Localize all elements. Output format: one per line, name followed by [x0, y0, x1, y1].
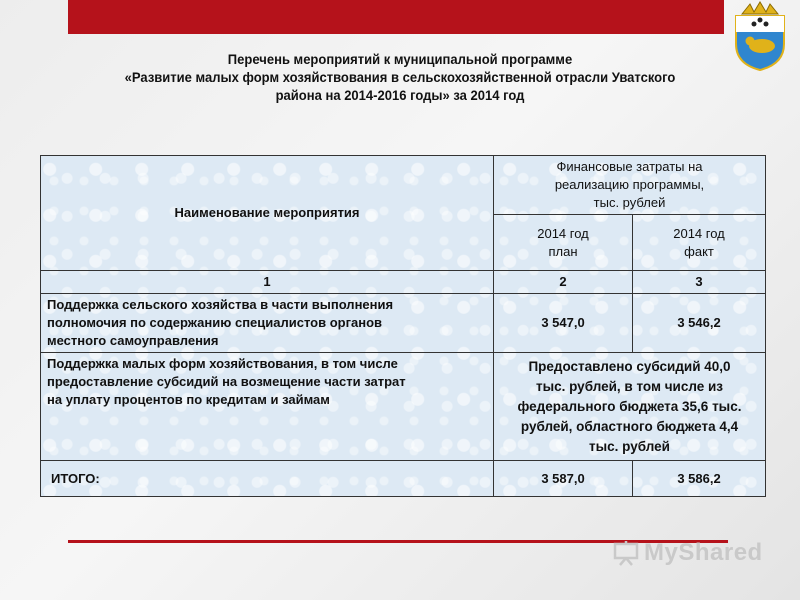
header-finance-line-2: реализацию программы, [554, 177, 705, 192]
row-2-value-line-2: тыс. рублей, в том числе из [535, 378, 724, 394]
row-1-name [41, 294, 494, 353]
header-plan-line-1: 2014 год [537, 225, 589, 241]
row-1-name-line-2: полномочия по содержанию специалистов органов [47, 315, 383, 330]
column-number-1: 1 [41, 271, 494, 294]
row-2-name-line-3: на уплату процентов по кредитам и займам [47, 392, 330, 407]
header-plan-cell [494, 215, 633, 271]
title-line-1: Перечень мероприятий к муниципальной программе [227, 51, 573, 67]
row-1-name-line-3: местного самоуправления [47, 333, 219, 348]
presentation-icon [612, 540, 640, 566]
column-number-3: 3 [633, 271, 766, 294]
watermark-text: MyShared [644, 539, 763, 566]
watermark [612, 538, 763, 568]
row-2-merged-value [494, 353, 766, 461]
coat-of-arms-emblem [728, 0, 792, 72]
header-fact-cell [633, 215, 766, 271]
row-2-name-line-2: предоставление субсидий на возмещение части затрат [47, 374, 406, 389]
header-fact-line-1: 2014 год [673, 225, 725, 241]
header-finance-cell [494, 156, 766, 215]
page-title [84, 50, 716, 104]
column-number-2: 2 [494, 271, 633, 294]
row-2-value-line-4: рублей, областного бюджета 4,4 [520, 418, 739, 434]
row-1-plan: 3 547,0 [494, 294, 633, 353]
table-row-total [41, 461, 766, 497]
header-fact-line-2: факт [684, 243, 714, 259]
measures-table [40, 155, 766, 497]
row-1-name-line-1: Поддержка сельского хозяйства в части выполнения [47, 297, 394, 312]
row-2-name [41, 353, 494, 461]
title-line-2: «Развитие малых форм хозяйствования в сельскохозяйственной отрасли Уватского [124, 69, 676, 85]
total-plan: 3 587,0 [494, 461, 633, 497]
row-2-value-line-1: Предоставлено субсидий 40,0 [528, 358, 731, 374]
header-finance-line-3: тыс. рублей [593, 195, 666, 210]
table-row [41, 294, 766, 353]
header-name-cell [41, 156, 494, 271]
row-1-fact: 3 546,2 [633, 294, 766, 353]
title-line-3: района на 2014-2016 годы» за 2014 год [275, 87, 525, 103]
header-plan-line-2: план [548, 243, 578, 259]
total-fact: 3 586,2 [633, 461, 766, 497]
row-2-value-line-3: федерального бюджета 35,6 тыс. [517, 398, 742, 414]
header-name-label: Наименование мероприятия [174, 205, 360, 220]
total-label: ИТОГО: [41, 461, 494, 497]
table-row [41, 353, 766, 461]
row-2-name-line-1: Поддержка малых форм хозяйствования, в том числе [47, 356, 398, 371]
row-2-value-line-5: тыс. рублей [589, 438, 670, 454]
top-red-bar [68, 0, 724, 34]
header-finance-line-1: Финансовые затраты на [556, 159, 703, 174]
